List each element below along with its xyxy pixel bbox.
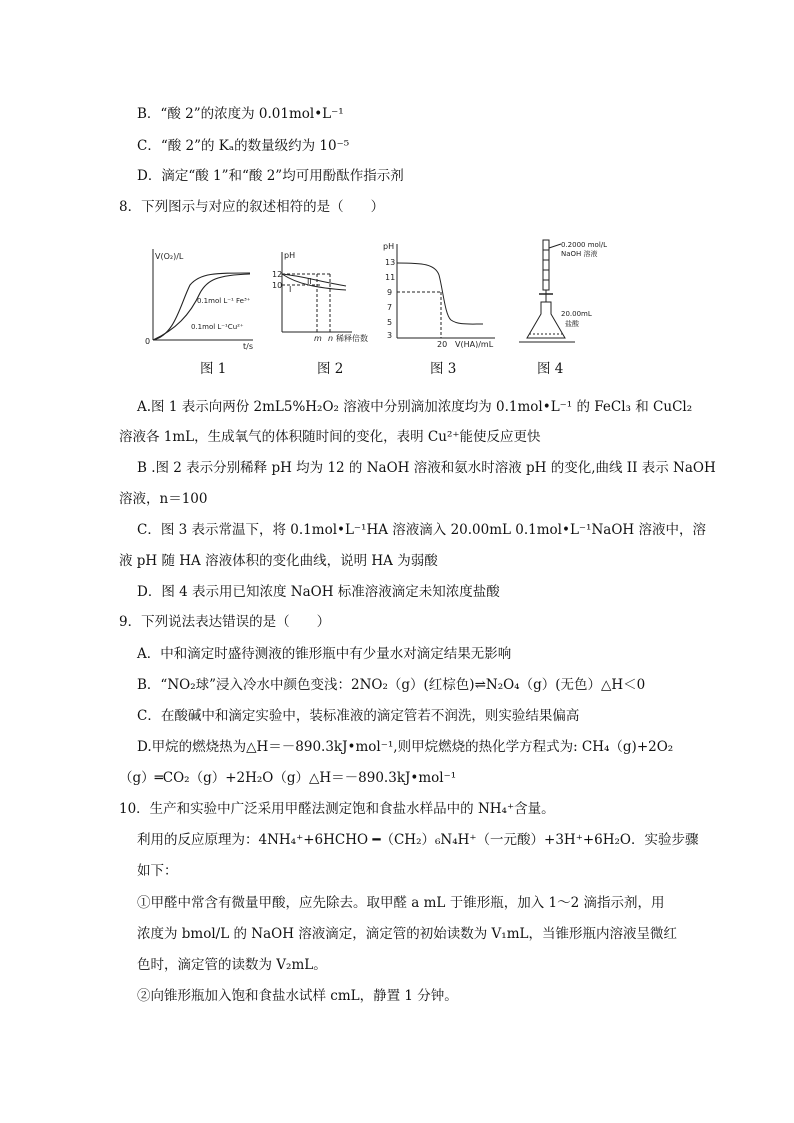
fig3-tick-13: 13 xyxy=(385,258,396,267)
fig4-flask-label-2: 盐酸 xyxy=(565,320,579,328)
figure-3 xyxy=(383,240,503,348)
q8-option-b-line2: 溶液，n＝100 xyxy=(119,491,208,507)
fig3-tick-20: 20 xyxy=(437,340,448,348)
figure-1 xyxy=(145,245,257,350)
q9-stem: 9．下列说法表达错误的是（ ） xyxy=(119,614,331,630)
fig1-curve2-label: 0.1mol L⁻¹Cu²⁺ xyxy=(191,323,244,331)
q10-step1-line1: ①甲醛中常含有微量甲酸，应先除去。取甲醛 a mL 于锥形瓶，加入 1～2 滴指示剂，用 xyxy=(137,895,665,911)
fig2-tick-n: n xyxy=(328,334,334,343)
fig2-tick-12: 12 xyxy=(272,270,283,279)
fig2-tick-m: m xyxy=(314,334,322,343)
q10-stem: 10．生产和实验中广泛采用甲醛法测定饱和食盐水样品中的 NH₄⁺含量。 xyxy=(119,801,555,817)
fig4-burette-label-1: 0.2000 mol/L xyxy=(561,241,608,249)
q9-option-b: B．“NO₂球”浸入冷水中颜色变浅：2NO₂（g）(红棕色)⇌N₂O₄（g）(无色）△H＜0 xyxy=(137,677,646,693)
fig2-xlabel: 稀释倍数 xyxy=(336,334,368,343)
fig3-tick-11: 11 xyxy=(385,273,396,282)
fig3-tick-7: 7 xyxy=(387,303,393,312)
q9-option-c: C．在酸碱中和滴定实验中，装标准液的滴定管若不润洗，则实验结果偏高 xyxy=(137,708,580,724)
fig1-curve1-label: 0.1mol L⁻¹ Fe³⁺ xyxy=(197,297,251,305)
q8-option-c-line1: C．图 3 表示常温下，将 0.1mol•L⁻¹HA 溶液滴入 20.00mL 0.1mol•L⁻¹NaOH 溶液中，溶 xyxy=(137,522,706,538)
fig3-tick-3: 3 xyxy=(387,331,393,340)
fig2-curve-i-label: I xyxy=(289,285,292,294)
fig2-ylabel: pH xyxy=(284,251,296,260)
fig4-caption: 图 4 xyxy=(537,361,564,377)
fig2-tick-10: 10 xyxy=(272,281,283,290)
q7-option-b: B．“酸 2”的浓度为 0.01mol•L⁻¹ xyxy=(137,106,344,122)
fig2-curve-ii xyxy=(282,274,346,286)
q7-option-d: D．滴定“酸 1”和“酸 2”均可用酚酞作指示剂 xyxy=(137,168,404,184)
q10-step2: ②向锥形瓶加入饱和食盐水试样 cmL，静置 1 分钟。 xyxy=(137,988,458,1004)
fig4-burette-label-2: NaOH 溶液 xyxy=(561,250,598,258)
q8-option-b-line1: B .图 2 表示分别稀释 pH 均为 12 的 NaOH 溶液和氨水时溶液 pH 的变化,曲线 II 表示 NaOH xyxy=(137,460,716,476)
fig1-origin: 0 xyxy=(145,337,151,346)
fig2-curve-i xyxy=(282,274,346,290)
fig3-curve xyxy=(397,263,483,324)
q10-step1-line2: 浓度为 bmol/L 的 NaOH 溶液滴定，滴定管的初始读数为 V₁mL，当锥形瓶内溶液呈微红 xyxy=(137,926,677,942)
q8-option-d: D．图 4 表示用已知浓度 NaOH 标准溶液滴定未知浓度盐酸 xyxy=(137,584,500,600)
fig1-caption: 图 1 xyxy=(200,361,227,377)
q8-option-c-line2: 液 pH 随 HA 溶液体积的变化曲线，说明 HA 为弱酸 xyxy=(119,553,438,569)
fig4-flask-label-1: 20.00mL xyxy=(561,310,592,318)
figure-4 xyxy=(515,238,625,350)
q10-step1-line3: 色时，滴定管的读数为 V₂mL。 xyxy=(137,957,327,973)
q8-option-a-line2: 溶液各 1mL，生成氧气的体积随时间的变化，表明 Cu²⁺能使反应更快 xyxy=(119,429,541,445)
fig2-curve-ii-label: II xyxy=(307,277,312,286)
fig3-ylabel: pH xyxy=(383,242,395,251)
figure-2 xyxy=(272,248,382,348)
q10-steps-intro: 如下： xyxy=(137,863,178,879)
fig3-xlabel: V(HA)/mL xyxy=(455,340,494,348)
q9-option-d-line1: D.甲烷的燃烧热为△H＝－890.3kJ•mol⁻¹,则甲烷燃烧的热化学方程式为: CH₄（g)+2O₂ xyxy=(137,739,674,755)
fig3-caption: 图 3 xyxy=(430,361,457,377)
q9-option-a: A．中和滴定时盛待测液的锥形瓶中有少量水对滴定结果无影响 xyxy=(137,646,512,662)
fig2-caption: 图 2 xyxy=(317,361,344,377)
q7-option-c: C．“酸 2”的 Kₐ的数量级约为 10⁻⁵ xyxy=(137,138,350,154)
fig3-tick-9: 9 xyxy=(387,288,393,297)
fig1-ylabel: V(O₂)/L xyxy=(155,252,184,261)
fig3-tick-5: 5 xyxy=(387,318,393,327)
fig1-xlabel: t/s xyxy=(243,342,253,350)
q10-principle: 利用的反应原理为：4NH₄⁺+6HCHO ━（CH₂）₆N₄H⁺（一元酸）+3H⁺+6H₂O．实验步骤 xyxy=(137,832,699,848)
q8-stem: 8．下列图示与对应的叙述相符的是（ ） xyxy=(119,199,385,215)
q9-option-d-line2: （g）═CO₂（g）+2H₂O（g）△H＝－890.3kJ•mol⁻¹ xyxy=(119,770,457,786)
q8-option-a-line1: A.图 1 表示向两份 2mL5%H₂O₂ 溶液中分别滴加浓度均为 0.1mol•L⁻¹ 的 FeCl₃ 和 CuCl₂ xyxy=(137,399,693,415)
